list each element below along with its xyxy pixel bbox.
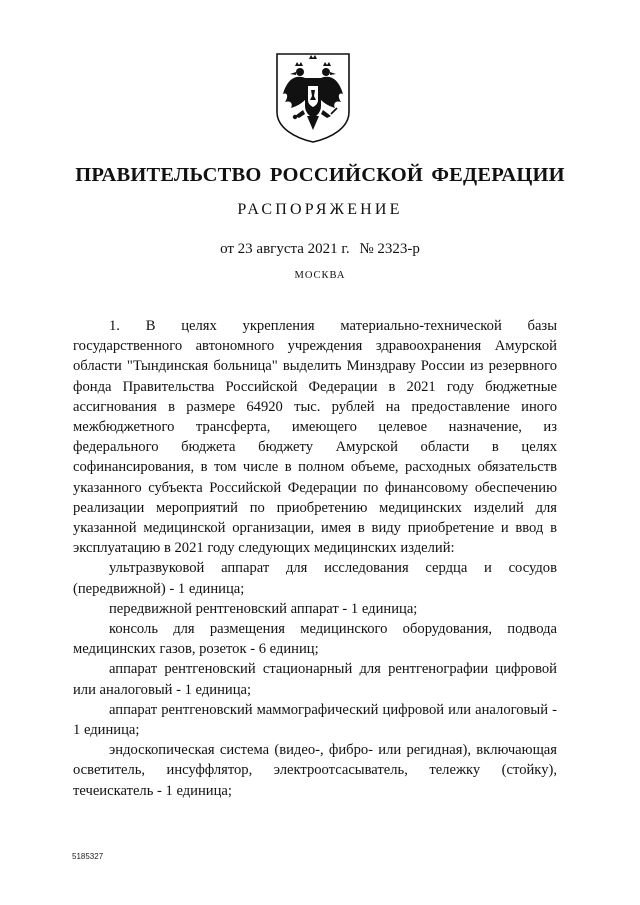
paragraph-1: 1. В целях укрепления материально-технической базы государственного автономного учреждения здравоохранения Амурской области "Тындинская больница" выделить Минздраву России из резервного фонда Правительства Российской Федерации в 2021 году бюджетные ассигнования в размере 64920 тыс. рублей на предоставление иного межбюджетного трансферта, имеющего целевое назначение, из федерального бюджета бюджету Амурской области в целях софинансирования, в том числе в полном объеме, расходных обязательств указанного субъекта Российской Федерации по финансовому обеспечению реализации мероприятий по приобретению медицинских изделий для указанной медицинской организации, имея в виду приобретение и ввод в эксплуатацию в 2021 году следующих медицинских изделий: [73,318,557,557]
document-date-line [0,241,640,258]
list-item: ультразвуковой аппарат для исследования сердца и сосудов (передвижной) - 1 единица; [73,560,557,597]
document-date: от 23 августа 2021 г. [220,241,350,257]
list-item: консоль для размещения медицинского оборудования, подвода медицинских газов, розеток - 6 единиц; [73,621,557,658]
document-number: № 2323-р [359,241,420,257]
government-title: ПРАВИТЕЛЬСТВО РОССИЙСКОЙ ФЕДЕРАЦИИ [75,164,565,186]
list-item: эндоскопическая система (видео-, фибро- или регидная), включающая осветитель, инсуффлятор, электроотсасыватель, тележку (стойку), течеискатель - 1 единица; [73,742,557,799]
list-item: аппарат рентгеновский маммографический цифровой или аналоговый - 1 единица; [73,701,557,739]
document-city: МОСКВА [294,270,346,281]
coat-of-arms-icon [273,50,353,144]
list-item: аппарат рентгеновский стационарный для рентгенографии цифровой или аналоговый - 1 единица; [73,661,557,698]
footer-code: 5185327 [72,852,104,861]
list-item: передвижной рентгеновский аппарат - 1 единица; [109,600,418,617]
document-type: РАСПОРЯЖЕНИЕ [237,201,403,218]
document-body [73,316,557,801]
